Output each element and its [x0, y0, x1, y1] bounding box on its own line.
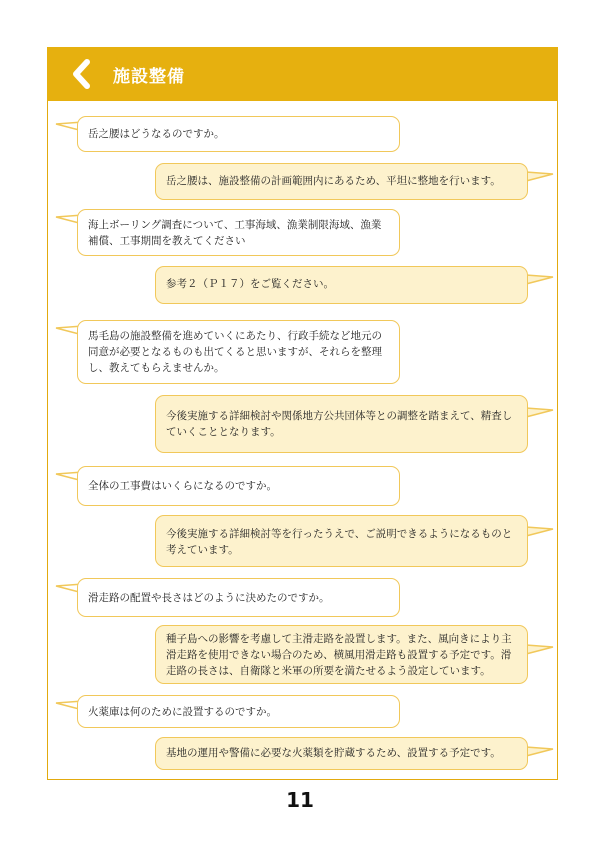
answer-text: 基地の運用や警備に必要な火薬類を貯蔵するため、設置する予定です。 [166, 747, 501, 759]
question-text: 全体の工事費はいくらになるのですか。 [88, 480, 277, 492]
question-text: 海上ボーリング調査について、工事海域、漁業制限海域、漁業補償、工事期間を教えてください [88, 219, 382, 247]
answer-bubble [155, 395, 528, 453]
question-text: 岳之腰はどうなるのですか。 [88, 128, 225, 140]
answer-bubble [155, 737, 528, 770]
answer-bubble-tail [525, 271, 555, 285]
answer-bubble [155, 515, 528, 567]
answer-text: 今後実施する詳細検討等を行ったうえで、ご説明できるようになるものと考えています。 [166, 528, 513, 556]
question-bubble [77, 695, 400, 728]
page-title: 施設整備 [113, 67, 185, 87]
question-text: 馬毛島の施設整備を進めていくにあたり、行政手続など地元の同意が必要となるものも出てくると思いますが、それらを整理し、教えてもらえませんか。 [88, 330, 382, 374]
chevron-left-icon[interactable] [70, 58, 94, 90]
answer-text: 種子島への影響を考慮して主滑走路を設置します。また、風向きにより主滑走路を使用できない場合のため、横風用滑走路も設置する予定です。滑走路の長さは、自衛隊と米軍の所要を満たせるよう設定しています。 [166, 633, 512, 677]
answer-bubble-tail [525, 168, 555, 182]
answer-bubble-tail [525, 404, 555, 418]
question-bubble [77, 578, 400, 617]
question-bubble [77, 116, 400, 152]
answer-text: 岳之腰は、施設整備の計画範囲内にあるため、平坦に整地を行います。 [166, 175, 501, 187]
answer-bubble-tail [525, 523, 555, 537]
question-bubble [77, 466, 400, 506]
answer-bubble-tail [525, 743, 555, 757]
answer-bubble [155, 163, 528, 200]
answer-bubble [155, 266, 528, 304]
answer-text: 参考２（Ｐ１７）をご覧ください。 [166, 278, 334, 290]
answer-text: 今後実施する詳細検討や関係地方公共団体等との調整を踏まえて、精査していくこととなります。 [166, 410, 513, 438]
question-text: 滑走路の配置や長さはどのように決めたのですか。 [88, 592, 330, 604]
question-text: 火薬庫は何のために設置するのですか。 [88, 706, 277, 718]
question-bubble [77, 209, 400, 256]
answer-bubble-tail [525, 641, 555, 655]
answer-bubble [155, 625, 528, 684]
question-bubble [77, 320, 400, 384]
page-number: 11 [286, 788, 314, 812]
